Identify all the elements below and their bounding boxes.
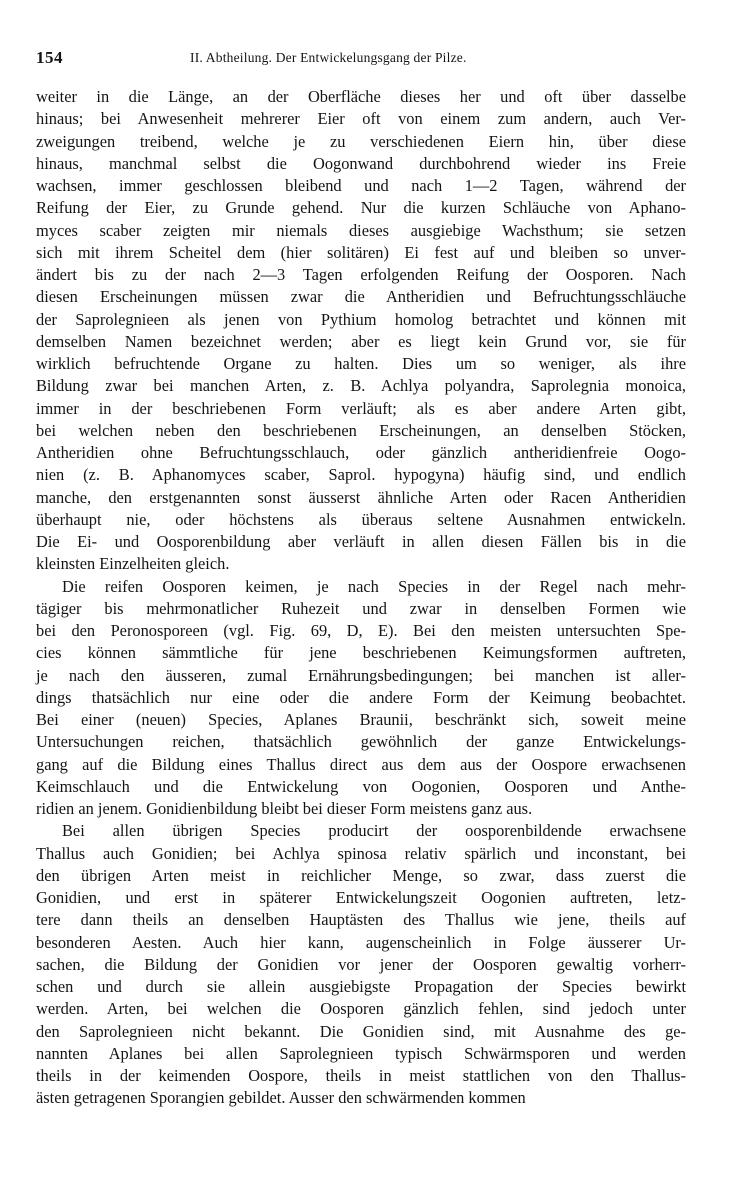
text-line: nien (z. B. Aphanomyces scaber, Saprol. hypogyna) häufig sind, und endlich [36,465,686,485]
text-line: je nach den äusseren, zumal Ernährungsbedingungen; bei manchen ist aller- [36,665,686,685]
text-line: bei den Peronosporeen (vgl. Fig. 69, D, E). Bei den meisten untersuchten Spe- [36,621,686,640]
text-line: demselben Namen bezeichnet werden; aber es liegt kein Grund vor, sie für [36,331,686,351]
text-line: hinaus; bei Anwesenheit mehrerer Eier oft von einem zum andern, auch Ver- [36,109,686,129]
text-line: Thallus auch Gonidien; bei Achlya spinosa relativ spärlich und inconstant, bei [36,843,686,863]
text-line: Bei einer (neuen) Species, Aplanes Braunii, beschränkt sich, soweit meine [36,710,686,729]
text-line: weiter in die Länge, an der Oberfläche dieses her und oft über dasselbe [36,87,686,106]
text-line: Keimschlauch und die Entwickelung von Oogonien, Oosporen und Anthe- [36,776,686,796]
paragraph [36,86,686,576]
text-line: den übrigen Arten meist in reichlicher Menge, so zwar, dass zuerst die [36,865,686,885]
text-line: theils in der keimenden Oospore, theils in meist stattlichen von den Thallus- [36,1066,686,1085]
text-line: ändert bis zu der nach 2—3 Tagen erfolgenden Reifung der Oosporen. Nach [36,265,686,284]
text-line: Die Ei- und Oosporenbildung aber verläuft in allen diesen Fällen bis in die [36,532,686,551]
text-line: tägiger bis mehrmonatlicher Ruhezeit und zwar in denselben Formen wie [36,598,686,618]
text-line: zweigungen treibend, welche je zu verschiedenen Eiern hin, über diese [36,131,686,151]
text-line: nannten Aplanes bei allen Saprolegnieen typisch Schwärmsporen und werden [36,1043,686,1063]
paragraph [36,576,686,821]
text-line: diesen Erscheinungen müssen zwar die Antheridien und Befruchtungsschläuche [36,287,686,307]
page-header [36,48,685,72]
text-line: schen und durch sie allein ausgiebigste Propagation der Species bewirkt [36,977,686,996]
text-line: überhaupt nie, oder höchstens als überaus seltene Ausnahmen entwickeln. [36,509,686,529]
text-line: der Saprolegnieen als jenen von Pythium homolog betrachtet und können mit [36,309,686,329]
text-line: Die reifen Oosporen keimen, je nach Species in der Regel nach mehr- [62,576,686,596]
text-line: Untersuchungen reichen, thatsächlich gewöhnlich der ganze Entwickelungs- [36,732,686,752]
body-text [36,86,686,1110]
text-line: immer in der beschriebenen Form verläuft; als es aber andere Arten gibt, [36,398,686,418]
text-line: wachsen, immer geschlossen bleibend und nach 1—2 Tagen, während der [36,176,686,195]
text-line: sachen, die Bildung der Gonidien vor jener der Oosporen gewaltig vorherr- [36,954,686,974]
page-number: 154 [36,48,63,67]
text-line: besonderen Aesten. Auch hier kann, augenscheinlich in Folge äusserer Ur- [36,932,686,952]
text-line: bei welchen neben den beschriebenen Erscheinungen, an denselben Stöcken, [36,420,686,440]
text-line: hinaus, manchmal selbst die Oogonwand durchbohrend wieder ins Freie [36,153,686,173]
text-line: kleinsten Einzelheiten gleich. [36,554,230,574]
paragraph [36,820,686,1109]
text-line: ästen getragenen Sporangien gebildet. Ausser den schwärmenden kommen [36,1088,526,1108]
text-line: den Saprolegnieen nicht bekannt. Die Gonidien sind, mit Ausnahme des ge- [36,1021,686,1041]
text-line: ridien an jenem. Gonidienbildung bleibt bei dieser Form meistens ganz aus. [36,799,533,818]
text-line: Gonidien, und erst in späterer Entwickelungszeit Oogonien auftreten, letz- [36,888,686,907]
text-line: gang auf die Bildung eines Thallus direct aus dem aus der Oospore erwachsenen [36,754,686,774]
text-line: manche, den erstgenannten sonst äusserst ähnliche Arten oder Racen Antheridien [36,487,686,507]
text-line: wirklich befruchtende Organe zu halten. Dies um so weniger, als ihre [36,354,686,373]
running-title: II. Abtheilung. Der Entwickelungsgang der Pilze. [190,50,467,65]
text-line: cies können sämmtliche für jene beschriebenen Keimungsformen auftreten, [36,643,686,663]
text-line: dings thatsächlich nur eine oder die andere Form der Keimung beobachtet. [36,687,686,707]
text-line: Bei allen übrigen Species producirt der oosporenbildende erwachsene [62,821,686,841]
text-line: sich mit ihrem Scheitel dem (hier solitären) Ei fest auf und bleiben so unver- [36,242,686,262]
text-line: tere dann theils an denselben Hauptästen des Thallus wie jene, theils auf [36,910,686,930]
text-line: Bildung zwar bei manchen Arten, z. B. Achlya polyandra, Saprolegnia monoica, [36,376,686,396]
text-line: werden. Arten, bei welchen die Oosporen gänzlich fehlen, sind jedoch unter [36,999,686,1019]
text-line: Reifung der Eier, zu Grunde gehend. Nur die kurzen Schläuche von Aphano- [36,198,686,218]
text-line: myces scaber zeigten mir niemals dieses ausgiebige Wachsthum; sie setzen [36,220,686,240]
text-line: Antheridien ohne Befruchtungsschlauch, oder gänzlich antheridienfreie Oogo- [36,443,686,462]
